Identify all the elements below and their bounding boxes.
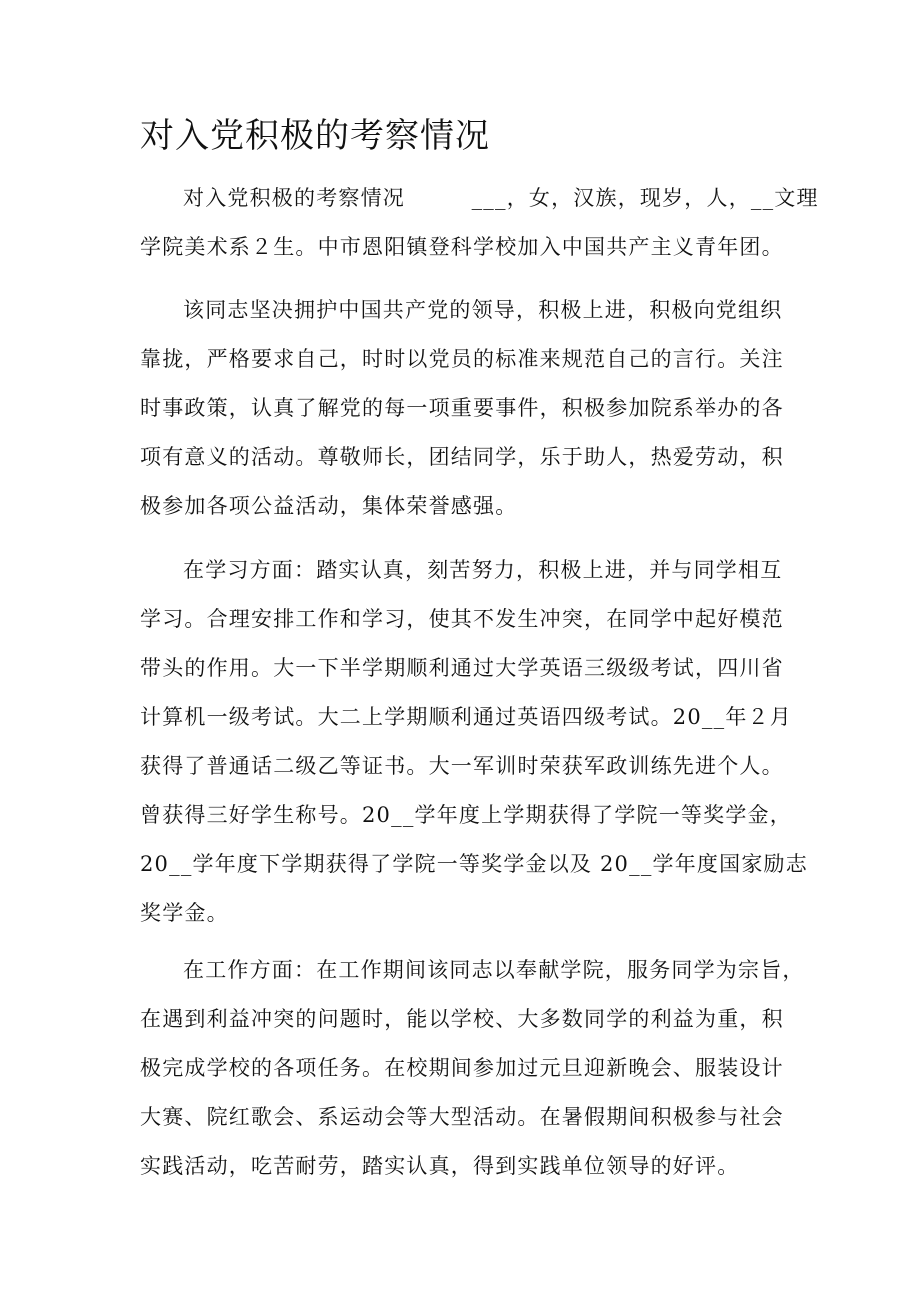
text-line: 该同志坚决拥护中国共产党的领导，积极上进，积极向党组织: [183, 298, 783, 322]
text-line: 大赛、院红歌会、系运动会等大型活动。在暑假期间积极参与社会: [140, 1105, 784, 1129]
text-line: 极参加各项公益活动，集体荣誉感强。: [140, 494, 518, 518]
text-line: 对入党积极的考察情况 ___，女，汉族，现岁，人，__文理: [183, 186, 819, 210]
text-line: 项有意义的活动。尊敬师长，团结同学，乐于助人，热爱劳动，积: [140, 445, 784, 469]
document-title: 对入党积极的考察情况: [140, 116, 490, 156]
text-line: 曾获得三好学生称号。20__学年度上学期获得了学院一等奖学金，: [140, 803, 792, 827]
text-line: 极完成学校的各项任务。在校期间参加过元旦迎新晚会、服装设计: [140, 1056, 784, 1080]
text-line: 奖学金。: [140, 901, 229, 925]
paragraph-study: [140, 546, 808, 938]
text-line: 靠拢，严格要求自己，时时以党员的标准来规范自己的言行。关注: [140, 347, 784, 371]
text-line: 时事政策，认真了解党的每一项重要事件，积极参加院系举办的各: [140, 396, 784, 420]
text-line: 20__学年度下学期获得了学院一等奖学金以及 20__学年度国家励志: [140, 852, 808, 876]
paragraph-work: [140, 946, 805, 1191]
text-line: 带头的作用。大一下半学期顺利通过大学英语三级级考试，四川省: [140, 656, 784, 680]
text-line: 学院美术系２生。中市恩阳镇登科学校加入中国共产主义青年团。: [140, 235, 784, 259]
text-line: 计算机一级考试。大二上学期顺利通过英语四级考试。20__年２月: [140, 705, 792, 729]
text-line: 在工作方面：在工作期间该同志以奉献学院，服务同学为宗旨，: [183, 958, 805, 982]
paragraph-political: [140, 286, 790, 531]
paragraph-intro: [140, 174, 819, 272]
text-line: 学习。合理安排工作和学习，使其不发生冲突，在同学中起好模范: [140, 607, 784, 631]
text-line: 实践活动，吃苦耐劳，踏实认真，得到实践单位领导的好评。: [140, 1154, 740, 1178]
text-line: 在学习方面：踏实认真，刻苦努力，积极上进，并与同学相互: [183, 558, 783, 582]
text-line: 获得了普通话二级乙等证书。大一军训时荣获军政训练先进个人。: [140, 754, 784, 778]
text-line: 在遇到利益冲突的问题时，能以学校、大多数同学的利益为重，积: [140, 1007, 784, 1031]
